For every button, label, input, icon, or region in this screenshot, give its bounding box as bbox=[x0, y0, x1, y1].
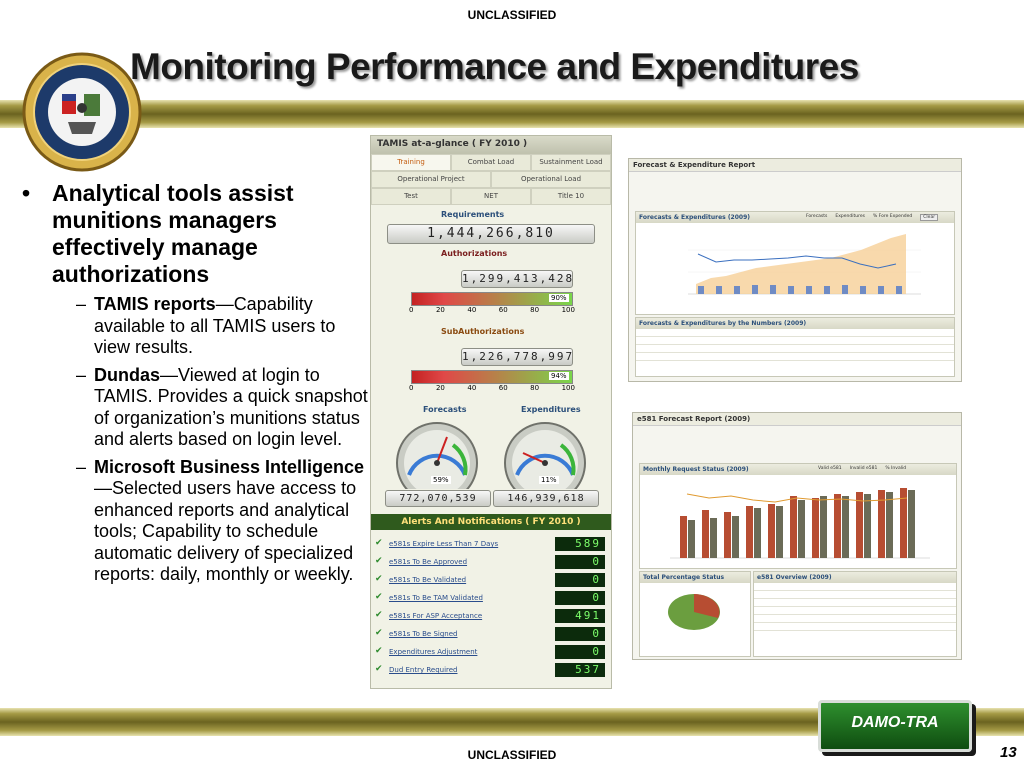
tamis-title: TAMIS at-a-glance ( FY 2010 ) bbox=[371, 136, 611, 154]
clear-button[interactable]: Clear bbox=[920, 214, 938, 221]
tab-net[interactable]: NET bbox=[451, 188, 531, 205]
forecast-numbers-table bbox=[636, 329, 954, 361]
sub-bullet-term: TAMIS reports bbox=[94, 294, 216, 314]
authorizations-ticks bbox=[409, 306, 575, 314]
report-notes bbox=[633, 426, 961, 464]
requirements-counter: 1,444,266,810 bbox=[387, 224, 595, 244]
alert-count: 0 bbox=[555, 555, 605, 569]
chart-title: Forecasts & Expenditures (2009) bbox=[636, 212, 954, 223]
alert-count: 0 bbox=[555, 645, 605, 659]
dash-marker: – bbox=[76, 364, 87, 385]
tick-label: 100 bbox=[561, 306, 575, 314]
army-seal bbox=[22, 52, 142, 172]
tick-label: 80 bbox=[530, 384, 540, 392]
check-icon: ✔ bbox=[375, 628, 383, 638]
e581-forecast-report bbox=[632, 412, 962, 660]
tick-label: 40 bbox=[467, 384, 477, 392]
tick-label: 20 bbox=[435, 384, 445, 392]
status-pie-chart bbox=[664, 588, 724, 634]
sub-bullet-text: —Viewed at login to TAMIS. Provides a quick snapshot of organization’s munitions status and alerts based on login level. bbox=[94, 364, 368, 449]
forecast-counter: 772,070,539 bbox=[385, 490, 491, 507]
legend-pct-expended: % Fore Expended bbox=[872, 214, 913, 219]
tick-label: 60 bbox=[498, 306, 508, 314]
sub-bullet-tamis-reports bbox=[18, 294, 368, 359]
alert-link[interactable]: e581s To Be TAM Validated bbox=[389, 594, 483, 602]
alert-count: 0 bbox=[555, 627, 605, 641]
forecast-expenditure-report bbox=[628, 158, 962, 382]
sub-bullet-term: Microsoft Business Intelligence bbox=[94, 456, 365, 477]
sub-bullet-ms-bi bbox=[18, 457, 368, 586]
overview-title: e581 Overview (2009) bbox=[754, 572, 956, 583]
legend-valid: Valid e581 bbox=[818, 466, 842, 471]
header-bar bbox=[0, 100, 1024, 128]
slide-title: Monitoring Performance and Expenditures bbox=[130, 46, 859, 87]
authorizations-label: Authorizations bbox=[441, 249, 508, 258]
alert-row[interactable] bbox=[373, 626, 609, 643]
tab-title-10[interactable]: Title 10 bbox=[531, 188, 611, 205]
table-title: Forecasts & Expenditures by the Numbers (2009) bbox=[636, 318, 954, 329]
forecast-area-chart bbox=[636, 224, 954, 314]
subauthorizations-ticks bbox=[409, 384, 575, 392]
expenditures-label: Expenditures bbox=[521, 405, 581, 414]
alert-row[interactable] bbox=[373, 536, 609, 553]
monthly-status-panel bbox=[639, 463, 957, 569]
e581-overview-table bbox=[754, 583, 956, 631]
check-icon: ✔ bbox=[375, 610, 383, 620]
legend-expenditures: Expenditures bbox=[835, 214, 865, 219]
check-icon: ✔ bbox=[375, 664, 383, 674]
chart-title: Monthly Request Status (2009) bbox=[640, 464, 956, 475]
tick-label: 60 bbox=[498, 384, 508, 392]
check-icon: ✔ bbox=[375, 646, 383, 656]
classification-top: UNCLASSIFIED bbox=[467, 8, 557, 22]
dash-marker: – bbox=[76, 294, 87, 314]
authorizations-percent: 90% bbox=[551, 294, 567, 302]
tab-row-3 bbox=[371, 188, 611, 205]
alert-link[interactable]: e581s Expire Less Than 7 Days bbox=[389, 540, 499, 548]
subauthorizations-label: SubAuthorizations bbox=[441, 327, 525, 336]
legend-invalid: Invalid e581 bbox=[849, 466, 878, 471]
tab-row-1 bbox=[371, 154, 611, 171]
alert-link[interactable]: Expenditures Adjustment bbox=[389, 648, 478, 656]
main-bullet: • Analytical tools assist munitions managers effectively manage authorizations bbox=[18, 180, 368, 288]
sub-bullet-term: Dundas bbox=[94, 364, 161, 385]
legend-pct-invalid: % Invalid bbox=[885, 466, 907, 471]
sub-bullet-dundas bbox=[18, 365, 368, 451]
tab-combat-load[interactable]: Combat Load bbox=[451, 154, 531, 171]
chart-legend bbox=[818, 466, 906, 471]
damo-tra-badge: DAMO-TRA bbox=[818, 700, 972, 752]
bullet-list bbox=[18, 180, 368, 589]
forecasts-label: Forecasts bbox=[423, 405, 467, 414]
sub-bullet-text: —Capability available to all TAMIS users to view results. bbox=[94, 294, 336, 357]
report-notes bbox=[629, 172, 961, 210]
check-icon: ✔ bbox=[375, 574, 383, 584]
alert-count: 537 bbox=[555, 663, 605, 677]
alert-count: 0 bbox=[555, 573, 605, 587]
expenditure-gauge-percent: 11% bbox=[541, 476, 557, 484]
subauthorizations-counter: 1,226,778,997 bbox=[461, 348, 573, 366]
alert-row[interactable] bbox=[373, 590, 609, 607]
alert-count: 0 bbox=[555, 591, 605, 605]
forecast-numbers-panel bbox=[635, 317, 955, 377]
tick-label: 20 bbox=[435, 306, 445, 314]
check-icon: ✔ bbox=[375, 538, 383, 548]
authorizations-counter: 1,299,413,428 bbox=[461, 270, 573, 288]
alert-row[interactable] bbox=[373, 554, 609, 571]
tab-operational-project[interactable]: Operational Project bbox=[371, 171, 491, 188]
chart-legend bbox=[806, 214, 938, 221]
tab-test[interactable]: Test bbox=[371, 188, 451, 205]
monthly-status-chart bbox=[640, 476, 956, 566]
classification-bottom: UNCLASSIFIED bbox=[467, 748, 557, 762]
tick-label: 80 bbox=[530, 306, 540, 314]
tick-label: 100 bbox=[561, 384, 575, 392]
alert-row[interactable] bbox=[373, 662, 609, 679]
check-icon: ✔ bbox=[375, 592, 383, 602]
report-title: e581 Forecast Report (2009) bbox=[633, 413, 961, 426]
sub-bullet-text: —Selected users have access to enhanced reports and analytical tools; Capability to schedule automatic delivery of specialized reports: daily, monthly or weekly. bbox=[94, 478, 357, 584]
page-number: 13 bbox=[1000, 744, 1017, 761]
dash-marker: – bbox=[76, 456, 87, 477]
tick-label: 0 bbox=[409, 306, 414, 314]
subauthorizations-percent: 94% bbox=[551, 372, 567, 380]
alert-row[interactable] bbox=[373, 572, 609, 589]
tab-row-2 bbox=[371, 171, 611, 188]
total-percentage-panel bbox=[639, 571, 751, 657]
tab-training[interactable]: Training bbox=[371, 154, 451, 171]
tab-operational-load[interactable]: Operational Load bbox=[491, 171, 611, 188]
alert-link[interactable]: e581s For ASP Acceptance bbox=[389, 612, 483, 620]
requirements-label: Requirements bbox=[441, 210, 505, 219]
e581-overview-panel bbox=[753, 571, 957, 657]
alerts-header: Alerts And Notifications ( FY 2010 ) bbox=[371, 514, 611, 530]
alert-link[interactable]: e581s To Be Signed bbox=[389, 630, 458, 638]
tick-label: 40 bbox=[467, 306, 477, 314]
alert-row[interactable] bbox=[373, 644, 609, 661]
check-icon: ✔ bbox=[375, 556, 383, 566]
forecast-chart-panel bbox=[635, 211, 955, 315]
expenditure-counter: 146,939,618 bbox=[493, 490, 599, 507]
forecast-gauge-percent: 59% bbox=[433, 476, 449, 484]
tamis-dashboard bbox=[370, 135, 612, 689]
tick-label: 0 bbox=[409, 384, 414, 392]
tab-sustainment-load[interactable]: Sustainment Load bbox=[531, 154, 611, 171]
alert-count: 589 bbox=[555, 537, 605, 551]
pie-title: Total Percentage Status bbox=[640, 572, 750, 583]
alert-link[interactable]: Dud Entry Required bbox=[389, 666, 458, 674]
legend-forecasts: Forecasts bbox=[806, 214, 828, 219]
alert-link[interactable]: e581s To Be Validated bbox=[389, 576, 467, 584]
alert-row[interactable] bbox=[373, 608, 609, 625]
alert-link[interactable]: e581s To Be Approved bbox=[389, 558, 468, 566]
report-title: Forecast & Expenditure Report bbox=[629, 159, 961, 172]
alert-count: 491 bbox=[555, 609, 605, 623]
